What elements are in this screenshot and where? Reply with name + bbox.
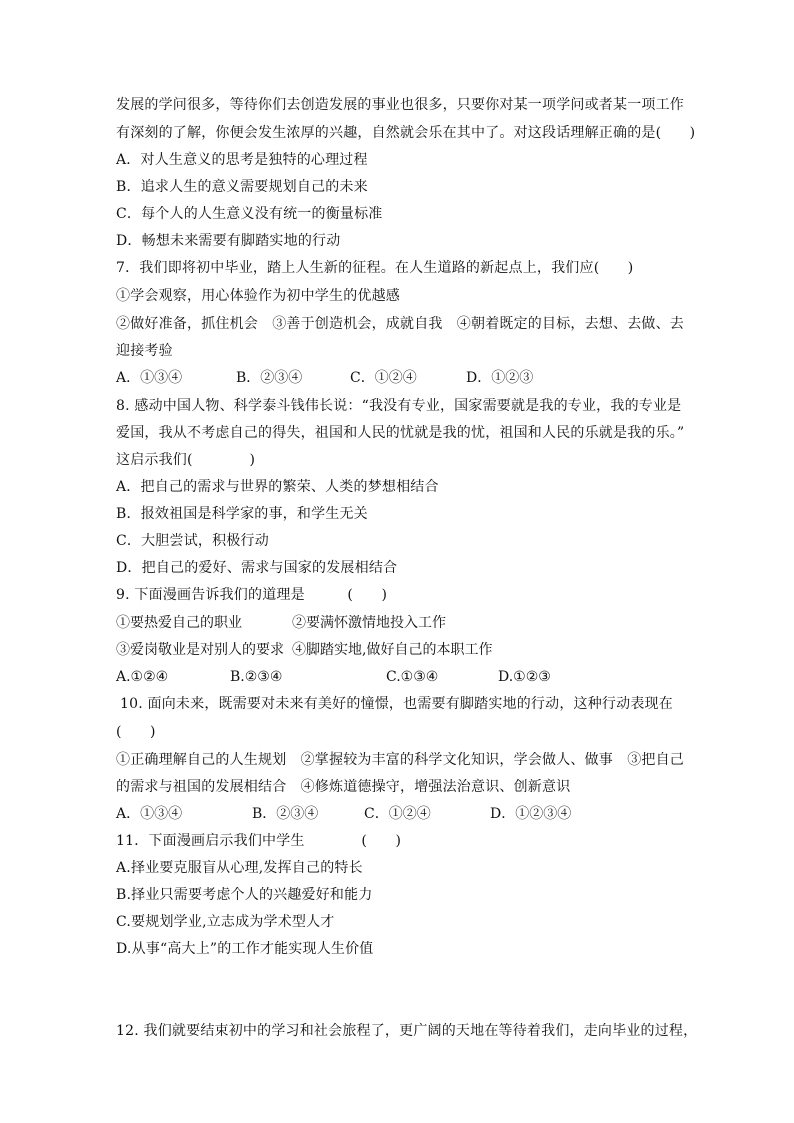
- q7-option-b: B．②③④: [236, 370, 303, 386]
- q9-option-c: C.①③④: [386, 669, 439, 685]
- intro-option-b: B．追求人生的意义需要规划自己的未来: [116, 179, 368, 195]
- q8-option-b: B．报效祖国是科学家的事，和学生无关: [116, 506, 368, 522]
- q10-item-1: ①正确理解自己的人生规划 ②掌握较为丰富的科学文化知识，学会做人、做事 ③把自己: [116, 752, 684, 768]
- q9-items-2: [116, 641, 696, 659]
- q11-option-c: C.要规划学业,立志成为学术型人才: [116, 914, 335, 930]
- q8-option-d: D．把自己的爱好、需求与国家的发展相结合: [116, 560, 398, 576]
- q10-stem-1: 10. 面向未来，既需要对未来有美好的憧憬，也需要有脚踏实地的行动，这种行动表现在: [120, 696, 673, 712]
- q8-stem-3: 这启示我们( ): [116, 452, 256, 468]
- intro-option-a: A．对人生意义的思考是独特的心理过程: [116, 152, 368, 168]
- q8-option-c: C．大胆尝试，积极行动: [116, 533, 269, 549]
- q7-item-1: ①学会观察，用心体验作为初中学生的优越感: [116, 288, 400, 304]
- q11-option-a: A.择业要克服盲从心理,发挥自己的特长: [116, 860, 363, 876]
- q11-option-d: D.从事“高大上”的工作才能实现人生价值: [116, 941, 374, 957]
- q10-item-2: 的需求与祖国的发展相结合 ④修炼道德操守，增强法治意识、创新意识: [116, 779, 571, 795]
- q9-options: [116, 668, 696, 686]
- q9-stem: 9. 下面漫画告诉我们的道理是 ( ): [116, 587, 388, 603]
- q9-items-1: [116, 614, 696, 632]
- q9-item-1: ①要热爱自己的职业: [116, 615, 242, 631]
- q11-stem: 11．下面漫画启示我们中学生 ( ): [116, 833, 402, 849]
- intro-line-2: 有深刻的了解，你便会发生浓厚的兴趣，自然就会乐在其中了。对这段话理解正确的是( ): [116, 125, 696, 141]
- q8-stem-2: 爱国，我从不考虑自己的得失，祖国和人民的忧就是我的忧，祖国和人民的乐就是我的乐。”: [116, 425, 685, 441]
- q7-option-c: C．①②④: [350, 370, 417, 386]
- q8-option-a: A．把自己的需求与世界的繁荣、人类的梦想相结合: [116, 479, 439, 495]
- q10-options: [116, 805, 696, 823]
- q7-stem: 7．我们即将初中毕业，踏上人生新的征程。在人生道路的新起点上，我们应( ): [116, 260, 634, 276]
- q8-stem-1: 8. 感动中国人物、科学泰斗钱伟长说：“我没有专业，国家需要就是我的专业，我的专业是: [116, 398, 682, 414]
- q7-item-2-cont: 迎接考验: [116, 343, 173, 359]
- q9-option-d: D.①②③: [498, 669, 551, 685]
- q9-item-4: ④脚踏实地,做好自己的本职工作: [292, 642, 493, 658]
- q7-option-d: D．①②③: [466, 370, 534, 386]
- q10-option-a: A．①③④: [116, 806, 183, 822]
- intro-option-c: C．每个人的人生意义没有统一的衡量标准: [116, 206, 383, 222]
- q9-option-a: A.①②④: [116, 669, 169, 685]
- q10-stem-2: ( ): [116, 724, 156, 740]
- q10-option-c: C．①②④: [364, 806, 431, 822]
- intro-option-d: D．畅想未来需要有脚踏实地的行动: [116, 233, 341, 249]
- q11-option-b: B.择业只需要考虑个人的兴趣爱好和能力: [116, 887, 373, 903]
- q9-option-b: B.②③④: [230, 669, 283, 685]
- q12-stem: 12. 我们就要结束初中的学习和社会旅程了，更广阔的天地在等待着我们，走向毕业的过程，: [116, 1023, 698, 1039]
- q10-option-b: B．②③④: [252, 806, 319, 822]
- q7-option-a: A．①③④: [116, 370, 183, 386]
- intro-line-1: 发展的学问很多，等待你们去创造发展的事业也很多，只要你对某一项学问或者某一项工作: [116, 97, 684, 113]
- q10-option-d: D．①②③④: [490, 806, 572, 822]
- q7-options: [116, 369, 696, 387]
- q7-item-2: ②做好准备，抓住机会 ③善于创造机会，成就自我 ④朝着既定的目标，去想、去做、去: [116, 316, 684, 332]
- q9-item-3: ③爱岗敬业是对别人的要求: [116, 642, 284, 658]
- q9-item-2: ②要满怀激情地投入工作: [292, 615, 446, 631]
